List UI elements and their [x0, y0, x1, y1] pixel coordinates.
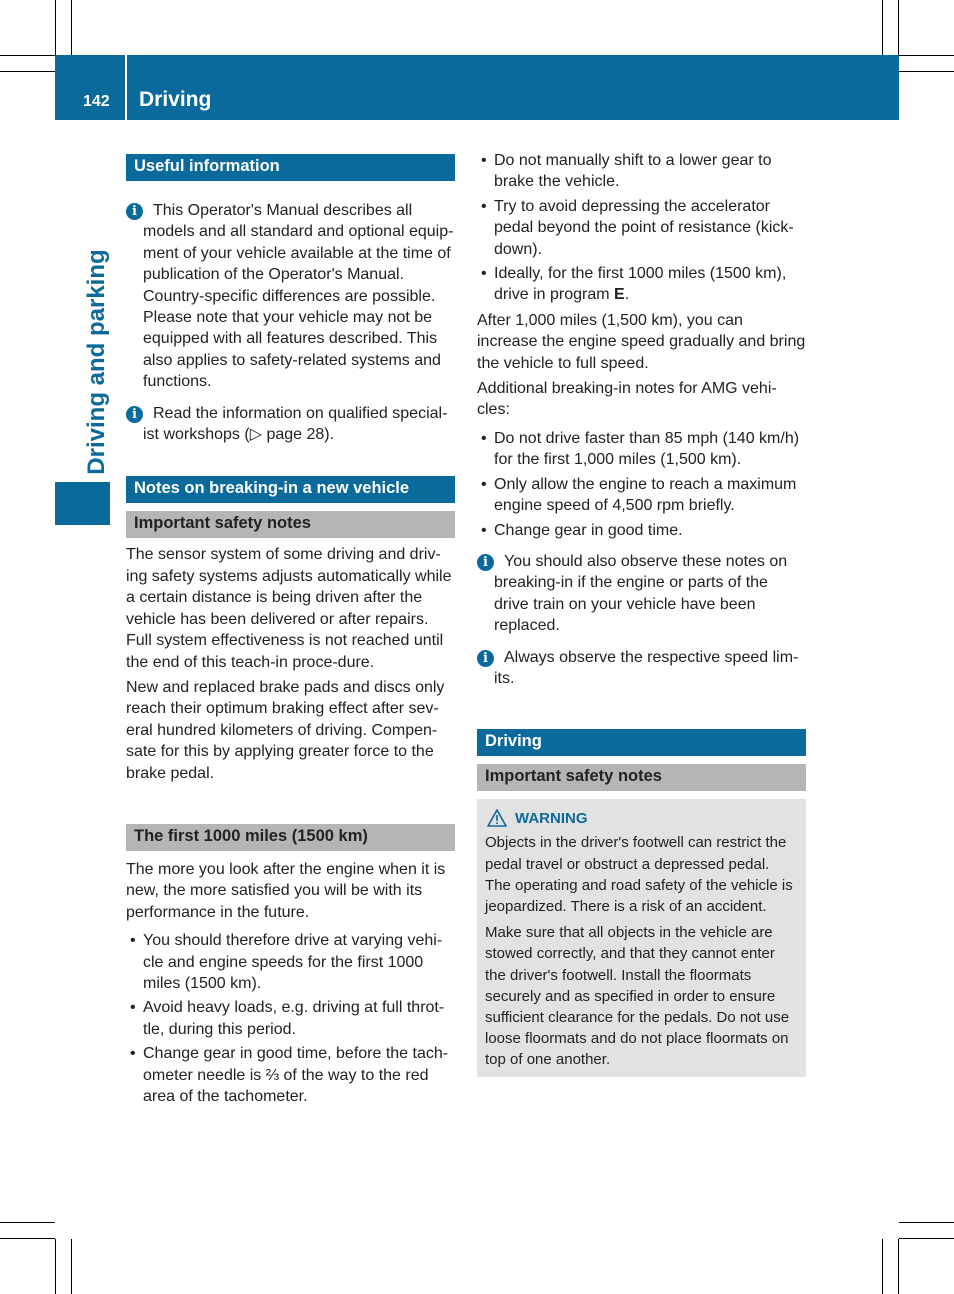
crop-mark	[55, 1239, 56, 1294]
crop-mark	[0, 1222, 55, 1223]
warning-triangle-icon	[487, 809, 507, 827]
info-note	[477, 551, 806, 637]
info-icon: i	[126, 406, 143, 423]
crop-mark	[882, 1239, 883, 1294]
crop-mark	[0, 55, 55, 56]
list-item: • Only allow the engine to reach a maximum engine speed of 4,500 rpm briefly.	[481, 475, 797, 515]
bullet-list	[477, 150, 806, 306]
warning-header	[487, 809, 798, 827]
side-tab-marker	[55, 482, 110, 525]
page-header	[55, 55, 899, 120]
crop-mark	[899, 71, 954, 72]
crop-mark	[899, 1222, 954, 1223]
info-note-text: its.	[494, 669, 515, 687]
list-item: • Do not drive faster than 85 mph (140 km/h) for the first 1,000 miles (1,500 km).	[481, 429, 800, 469]
body-paragraph: The sensor system of some driving and driv-ing safety systems adjusts automatically while a certain distance is being driven after the vehicle has been delivered or after repairs. Full system effectiveness is not reached until the end of this teach-in proce-dure.	[126, 546, 452, 671]
safety-notes-heading: Important safety notes	[126, 511, 455, 538]
crop-mark	[55, 0, 56, 55]
warning-box	[477, 799, 806, 1076]
body-paragraph: The more you look after the engine when it is new, the more satisfied you will be with its performance in the future.	[126, 860, 446, 921]
info-note-text: models and all standard and optional equip-ment of your vehicle available at the time of publication of the Operator's Manual. Country-specific differences are possible. Please note that your vehicle may not be equipped with all features described. This also applies to safety-related systems and functions.	[143, 223, 454, 391]
left-column	[126, 154, 455, 1107]
crop-mark	[899, 55, 954, 56]
warning-text: Objects in the driver's footwell can restrict the pedal travel or obstruct a depressed pedal. The operating and road safety of the vehicle is jeopardized. There is a risk of an accident.	[485, 834, 793, 915]
list-item: • Avoid heavy loads, e.g. driving at full throt-tle, during this period.	[130, 999, 445, 1038]
body-paragraph: After 1,000 miles (1,500 km), you can increase the engine speed gradually and bring the vehicle to full speed.	[477, 311, 806, 372]
info-note	[477, 647, 806, 690]
program-letter: E	[614, 286, 625, 304]
info-note-text: ist workshops (▷ page 28).	[143, 426, 335, 444]
bullet-list	[126, 930, 455, 1107]
crop-mark	[899, 1238, 954, 1239]
crop-mark	[898, 1239, 899, 1294]
info-note-first-line: This Operator's Manual describes all	[153, 202, 413, 219]
info-note	[126, 403, 455, 446]
body-paragraph: New and replaced brake pads and discs only reach their optimum braking effect after sev-eral hundred kilometers of driving. Compen-sate for this by applying greater force to the brake pedal.	[126, 678, 445, 782]
info-icon: i	[477, 554, 494, 571]
safety-notes-heading: Important safety notes	[477, 764, 806, 791]
info-note	[126, 200, 455, 393]
body-paragraph: Additional breaking-in notes for AMG vehi-cles:	[477, 380, 777, 419]
page-title: Driving	[139, 88, 212, 111]
info-icon: i	[126, 203, 143, 220]
info-note-first-line: You should also observe these notes on	[504, 552, 788, 570]
list-item: • Do not manually shift to a lower gear to brake the vehicle.	[481, 152, 772, 191]
right-column	[477, 150, 806, 1077]
crop-mark	[0, 1238, 55, 1239]
info-icon: i	[477, 650, 494, 667]
crop-mark	[0, 71, 55, 72]
crop-mark	[71, 1239, 72, 1294]
crop-mark	[882, 0, 883, 55]
list-item: • Try to avoid depressing the accelerator pedal beyond the point of resistance (kick-down).	[481, 197, 794, 258]
warning-text: Make sure that all objects in the vehicle are stowed correctly, and that they cannot enter the driver's footwell. Install the floormats securely and as specified in order to ensure sufficient clearance for the pedals. Do not use loose floormats and do not place floormats on top of one another.	[485, 924, 790, 1069]
bullet-list	[477, 428, 806, 541]
list-item: • Ideally, for the first 1000 miles (1500 km), drive in program E.	[481, 265, 787, 304]
crop-mark	[898, 0, 899, 55]
breakin-heading: Notes on breaking-in a new vehicle	[126, 476, 455, 503]
useful-info-heading: Useful information	[126, 154, 455, 181]
info-note-text: breaking-in if the engine or parts of the drive train on your vehicle have been replaced.	[494, 574, 768, 635]
list-item: • You should therefore drive at varying vehi-cle and engine speeds for the first 1000 miles (1500 km).	[130, 932, 443, 992]
list-item: • Change gear in good time.	[481, 521, 683, 539]
first-1000-heading: The first 1000 miles (1500 km)	[126, 824, 455, 851]
list-item: • Change gear in good time, before the tach-ometer needle is ⅔ of the way to the red area of the tachometer.	[130, 1045, 449, 1105]
driving-heading: Driving	[477, 729, 806, 756]
crop-mark	[71, 0, 72, 55]
page-number: 142	[83, 93, 110, 110]
info-note-first-line: Read the information on qualified special-	[153, 404, 448, 422]
side-tab-label: Driving and parking	[83, 249, 110, 475]
info-note-first-line: Always observe the respective speed lim-	[504, 648, 799, 666]
warning-label: WARNING	[515, 809, 588, 827]
header-divider	[125, 55, 127, 120]
